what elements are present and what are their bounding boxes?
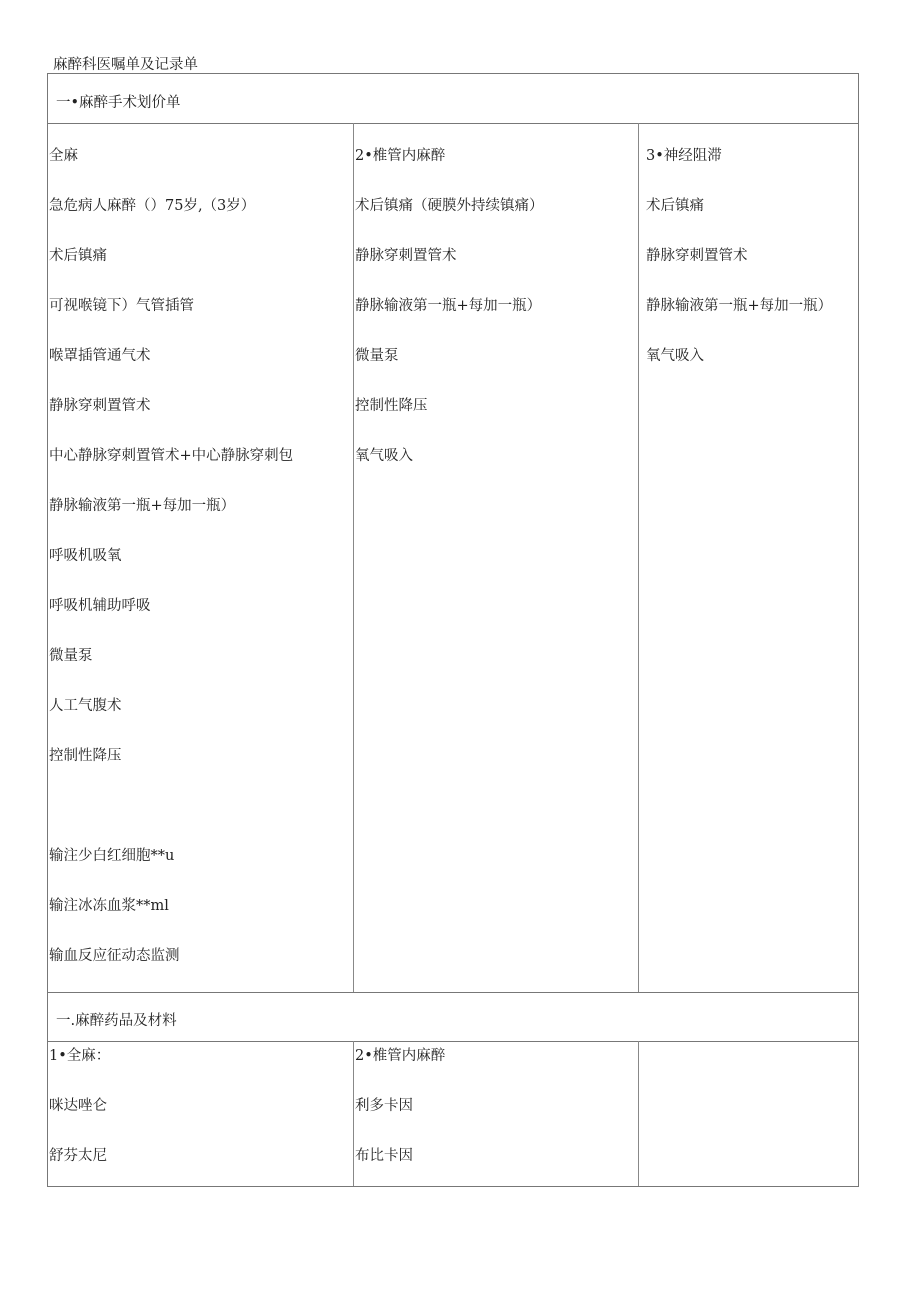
list-item: 输注少白红细胞**u bbox=[49, 848, 175, 864]
list-item: 输血反应征动态监测 bbox=[49, 948, 180, 964]
divider bbox=[48, 123, 858, 124]
list-item: 术后镇痛 bbox=[49, 248, 107, 264]
list-item: 舒芬太尼 bbox=[49, 1148, 107, 1164]
list-item: 静脉输液第一瓶+每加一瓶） bbox=[646, 298, 833, 314]
list-item: 布比卡因 bbox=[355, 1148, 413, 1164]
list-item: 呼吸机辅助呼吸 bbox=[49, 598, 151, 614]
list-item: 全麻 bbox=[49, 148, 78, 164]
section1-heading: 一•麻醉手术划价单 bbox=[56, 95, 181, 111]
list-item: 控制性降压 bbox=[49, 748, 122, 764]
divider bbox=[48, 1041, 858, 1042]
list-item: 静脉穿刺置管术 bbox=[49, 398, 151, 414]
list-item: 呼吸机吸氧 bbox=[49, 548, 122, 564]
list-item: 2•椎管内麻醉 bbox=[355, 1048, 446, 1064]
record-table bbox=[47, 73, 859, 1187]
list-item: 静脉穿刺置管术 bbox=[646, 248, 748, 264]
list-item: 利多卡因 bbox=[355, 1098, 413, 1114]
column-divider bbox=[353, 123, 354, 992]
list-item: 术后镇痛 bbox=[646, 198, 704, 214]
list-item: 急危病人麻醉（）75岁,（3岁） bbox=[49, 198, 256, 214]
list-item: 中心静脉穿刺置管术+中心静脉穿刺包 bbox=[49, 448, 294, 464]
document-title: 麻醉科医嘱单及记录单 bbox=[53, 57, 198, 73]
list-item: 可视喉镜下）气管插管 bbox=[49, 298, 194, 314]
list-item: 控制性降压 bbox=[355, 398, 428, 414]
list-item: 微量泵 bbox=[355, 348, 399, 364]
list-item: 静脉输液第一瓶+每加一瓶） bbox=[355, 298, 542, 314]
list-item: 微量泵 bbox=[49, 648, 93, 664]
column-divider bbox=[638, 123, 639, 992]
section2-heading: 一.麻醉药品及材料 bbox=[56, 1013, 177, 1029]
divider bbox=[48, 992, 858, 993]
column-divider bbox=[638, 1041, 639, 1186]
list-item: 喉罩插管通气术 bbox=[49, 348, 151, 364]
list-item: 氧气吸入 bbox=[646, 348, 704, 364]
list-item: 氧气吸入 bbox=[355, 448, 413, 464]
list-item: 静脉输液第一瓶+每加一瓶） bbox=[49, 498, 236, 514]
list-item: 输注冰冻血浆**ml bbox=[49, 898, 169, 914]
list-item: 1•全麻： bbox=[49, 1048, 111, 1064]
list-item: 3•神经阻滞 bbox=[646, 148, 722, 164]
column-divider bbox=[353, 1041, 354, 1186]
list-item: 人工气腹术 bbox=[49, 698, 122, 714]
list-item: 2•椎管内麻醉 bbox=[355, 148, 446, 164]
list-item: 术后镇痛（硬膜外持续镇痛） bbox=[355, 198, 544, 214]
list-item: 咪达唑仑 bbox=[49, 1098, 107, 1114]
list-item: 静脉穿刺置管术 bbox=[355, 248, 457, 264]
